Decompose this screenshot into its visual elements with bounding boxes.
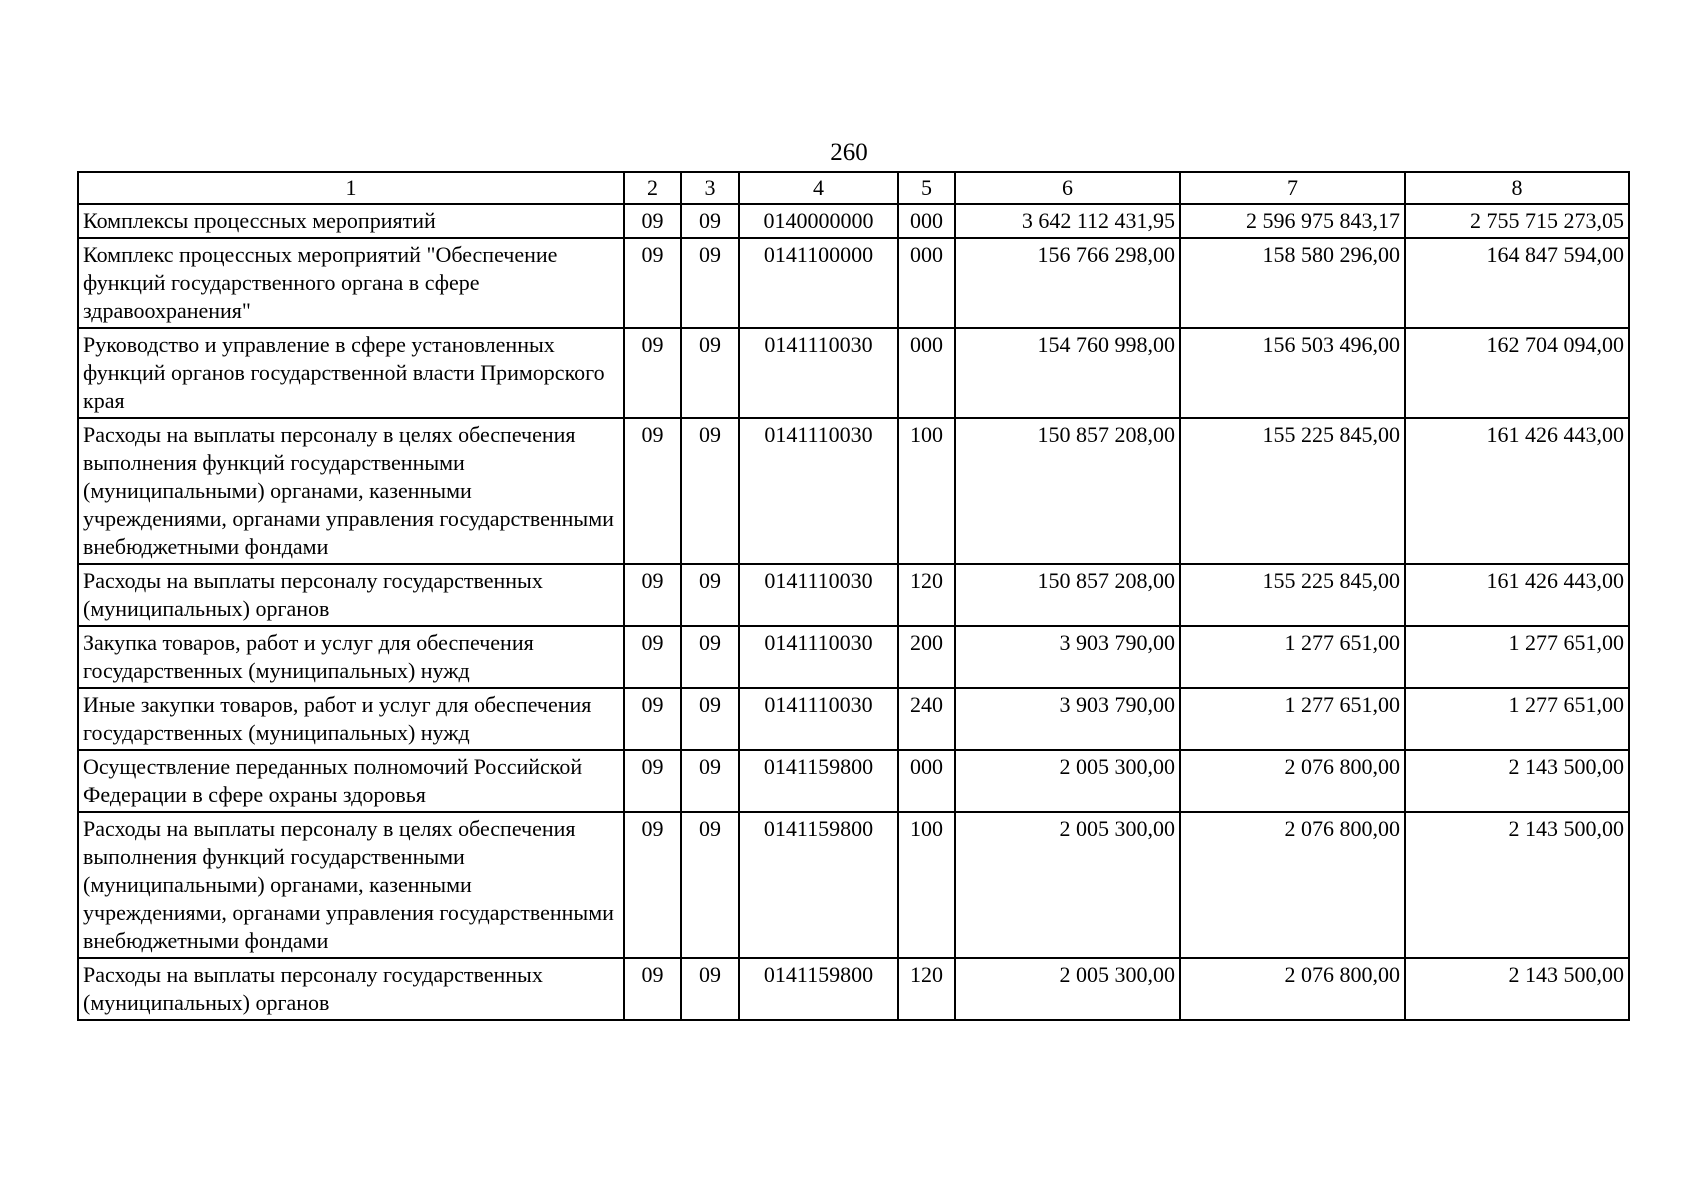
subsection-code: 09 — [681, 328, 739, 418]
amount-col-8: 2 143 500,00 — [1405, 812, 1629, 958]
amount-col-7: 2 076 800,00 — [1180, 750, 1405, 812]
table-row — [78, 564, 1629, 626]
amount-col-8: 1 277 651,00 — [1405, 626, 1629, 688]
amount-col-8: 164 847 594,00 — [1405, 238, 1629, 328]
expense-type-code: 120 — [898, 564, 955, 626]
amount-col-6: 2 005 300,00 — [955, 750, 1180, 812]
amount-col-7: 1 277 651,00 — [1180, 688, 1405, 750]
amount-col-7: 1 277 651,00 — [1180, 626, 1405, 688]
target-article-code: 0141110030 — [739, 328, 898, 418]
column-header: 6 — [955, 172, 1180, 204]
amount-col-8: 2 143 500,00 — [1405, 750, 1629, 812]
expense-type-code: 120 — [898, 958, 955, 1020]
section-code: 09 — [624, 238, 681, 328]
table-row — [78, 328, 1629, 418]
amount-col-7: 155 225 845,00 — [1180, 418, 1405, 564]
amount-col-7: 2 076 800,00 — [1180, 958, 1405, 1020]
amount-col-7: 2 076 800,00 — [1180, 812, 1405, 958]
section-code: 09 — [624, 626, 681, 688]
expense-type-code: 000 — [898, 328, 955, 418]
table-row — [78, 418, 1629, 564]
column-header: 1 — [78, 172, 624, 204]
amount-col-7: 155 225 845,00 — [1180, 564, 1405, 626]
table-row — [78, 812, 1629, 958]
expense-name: Расходы на выплаты персоналу в целях обеспечения выполнения функций государственными (муниципальными) органами, казенными учреждениями, органами управления государственными внебюджетными фондами — [78, 812, 624, 958]
column-header: 7 — [1180, 172, 1405, 204]
expense-name: Расходы на выплаты персоналу государственных (муниципальных) органов — [78, 958, 624, 1020]
expense-name: Руководство и управление в сфере установленных функций органов государственной власти Приморского края — [78, 328, 624, 418]
section-code: 09 — [624, 204, 681, 238]
section-code: 09 — [624, 688, 681, 750]
expense-name: Закупка товаров, работ и услуг для обеспечения государственных (муниципальных) нужд — [78, 626, 624, 688]
table-row — [78, 688, 1629, 750]
expense-name: Иные закупки товаров, работ и услуг для обеспечения государственных (муниципальных) нужд — [78, 688, 624, 750]
column-header: 3 — [681, 172, 739, 204]
table-row — [78, 626, 1629, 688]
budget-table — [77, 171, 1630, 1021]
expense-type-code: 200 — [898, 626, 955, 688]
amount-col-6: 154 760 998,00 — [955, 328, 1180, 418]
amount-col-6: 3 642 112 431,95 — [955, 204, 1180, 238]
section-code: 09 — [624, 812, 681, 958]
column-header: 8 — [1405, 172, 1629, 204]
expense-name: Комплекс процессных мероприятий "Обеспечение функций государственного органа в сфере здравоохранения" — [78, 238, 624, 328]
subsection-code: 09 — [681, 418, 739, 564]
amount-col-8: 161 426 443,00 — [1405, 418, 1629, 564]
target-article-code: 0141159800 — [739, 958, 898, 1020]
expense-type-code: 100 — [898, 418, 955, 564]
column-header: 2 — [624, 172, 681, 204]
amount-col-6: 3 903 790,00 — [955, 688, 1180, 750]
column-number-row — [78, 172, 1629, 204]
section-code: 09 — [624, 750, 681, 812]
expense-name: Расходы на выплаты персоналу в целях обеспечения выполнения функций государственными (муниципальными) органами, казенными учреждениями, органами управления государственными внебюджетными фондами — [78, 418, 624, 564]
expense-type-code: 240 — [898, 688, 955, 750]
target-article-code: 0141110030 — [739, 418, 898, 564]
amount-col-6: 150 857 208,00 — [955, 564, 1180, 626]
subsection-code: 09 — [681, 812, 739, 958]
section-code: 09 — [624, 564, 681, 626]
expense-type-code: 000 — [898, 750, 955, 812]
amount-col-6: 150 857 208,00 — [955, 418, 1180, 564]
expense-name: Расходы на выплаты персоналу государственных (муниципальных) органов — [78, 564, 624, 626]
table-row — [78, 204, 1629, 238]
section-code: 09 — [624, 328, 681, 418]
table-row — [78, 238, 1629, 328]
subsection-code: 09 — [681, 564, 739, 626]
expense-type-code: 000 — [898, 204, 955, 238]
subsection-code: 09 — [681, 626, 739, 688]
amount-col-7: 156 503 496,00 — [1180, 328, 1405, 418]
target-article-code: 0140000000 — [739, 204, 898, 238]
expense-name: Комплексы процессных мероприятий — [78, 204, 624, 238]
subsection-code: 09 — [681, 204, 739, 238]
amount-col-6: 156 766 298,00 — [955, 238, 1180, 328]
amount-col-8: 161 426 443,00 — [1405, 564, 1629, 626]
subsection-code: 09 — [681, 688, 739, 750]
amount-col-8: 162 704 094,00 — [1405, 328, 1629, 418]
amount-col-8: 2 143 500,00 — [1405, 958, 1629, 1020]
target-article-code: 0141159800 — [739, 812, 898, 958]
table-row — [78, 750, 1629, 812]
section-code: 09 — [624, 418, 681, 564]
column-header: 5 — [898, 172, 955, 204]
amount-col-8: 2 755 715 273,05 — [1405, 204, 1629, 238]
target-article-code: 0141110030 — [739, 626, 898, 688]
subsection-code: 09 — [681, 750, 739, 812]
target-article-code: 0141110030 — [739, 688, 898, 750]
expense-type-code: 000 — [898, 238, 955, 328]
table-row — [78, 958, 1629, 1020]
amount-col-6: 3 903 790,00 — [955, 626, 1180, 688]
section-code: 09 — [624, 958, 681, 1020]
page-number: 260 — [830, 139, 868, 166]
target-article-code: 0141100000 — [739, 238, 898, 328]
amount-col-8: 1 277 651,00 — [1405, 688, 1629, 750]
amount-col-6: 2 005 300,00 — [955, 958, 1180, 1020]
amount-col-6: 2 005 300,00 — [955, 812, 1180, 958]
expense-name: Осуществление переданных полномочий Российской Федерации в сфере охраны здоровья — [78, 750, 624, 812]
expense-type-code: 100 — [898, 812, 955, 958]
amount-col-7: 158 580 296,00 — [1180, 238, 1405, 328]
subsection-code: 09 — [681, 958, 739, 1020]
amount-col-7: 2 596 975 843,17 — [1180, 204, 1405, 238]
target-article-code: 0141110030 — [739, 564, 898, 626]
subsection-code: 09 — [681, 238, 739, 328]
target-article-code: 0141159800 — [739, 750, 898, 812]
column-header: 4 — [739, 172, 898, 204]
